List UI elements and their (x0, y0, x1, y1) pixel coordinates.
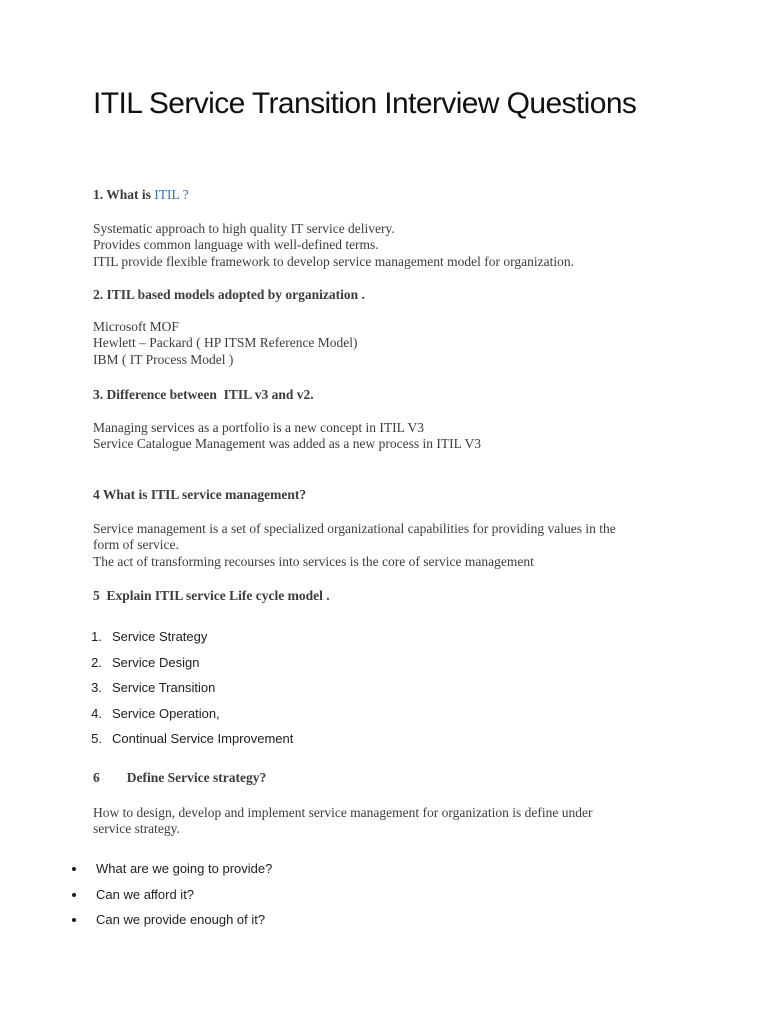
answer-line: IBM ( IT Process Model ) (93, 351, 234, 367)
answer-line: Hewlett – Packard ( HP ITSM Reference Model) (93, 335, 358, 351)
answer-line: Microsoft MOF (93, 319, 179, 334)
list-text: Continual Service Improvement (112, 731, 294, 747)
question-1 (93, 187, 189, 203)
list-number: 4. (91, 705, 102, 721)
bullet-text: Can we provide enough of it? (96, 912, 266, 928)
answer-line: Service management is a set of specialized organizational capabilities for providing values in the (93, 521, 616, 536)
list-text: Service Design (112, 654, 200, 670)
bullet-icon (72, 867, 76, 871)
answer-line: form of service. (93, 537, 179, 553)
bullet-text: Can we afford it? (96, 886, 195, 902)
list-number: 5. (91, 731, 102, 747)
answer-3 (93, 420, 481, 453)
list-number: 2. (91, 654, 102, 670)
list-number: 3. (91, 680, 102, 696)
answer-line: Service Catalogue Management was added as a new process in ITIL V3 (93, 436, 481, 452)
bullet-text: What are we going to provide? (96, 861, 273, 876)
page-title: ITIL Service Transition Interview Questions (93, 87, 637, 120)
question-6: 6 Define Service strategy? (93, 770, 267, 785)
bullet-icon (72, 918, 76, 922)
question-2: 2. ITIL based models adopted by organization . (93, 287, 365, 302)
answer-6 (93, 805, 592, 838)
bullet-icon (72, 893, 76, 897)
answer-line: Provides common language with well-defined terms. (93, 237, 379, 253)
list-number: 1. (91, 629, 102, 644)
list-text: Service Strategy (112, 629, 208, 644)
question-1-text: 1. What is (93, 187, 155, 202)
question-5: 5 Explain ITIL service Life cycle model . (93, 588, 330, 603)
answer-line: service strategy. (93, 821, 180, 837)
answer-line: How to design, develop and implement service management for organization is define under (93, 805, 593, 820)
answer-2 (93, 319, 358, 368)
list-text: Service Transition (112, 680, 216, 696)
answer-line: Systematic approach to high quality IT service delivery. (93, 221, 395, 236)
answer-4 (93, 521, 616, 570)
question-4: 4 What is ITIL service management? (93, 487, 307, 502)
answer-line: The act of transforming recourses into services is the core of service management (93, 553, 534, 569)
answer-line: ITIL provide flexible framework to develop service management model for organization. (93, 253, 574, 269)
question-3: 3. Difference between ITIL v3 and v2. (93, 387, 314, 402)
list-text: Service Operation, (112, 705, 220, 721)
answer-1 (93, 221, 574, 270)
answer-line: Managing services as a portfolio is a new concept in ITIL V3 (93, 420, 425, 435)
itil-link[interactable]: ITIL ? (154, 187, 189, 202)
